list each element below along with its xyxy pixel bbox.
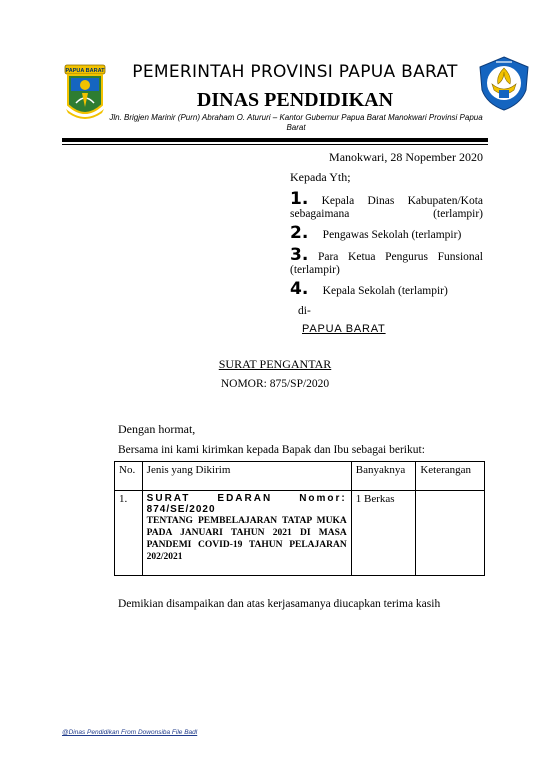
- header-banyaknya: Banyaknya: [351, 462, 416, 491]
- letter-date: Manokwari, 28 Nopember 2020: [329, 150, 483, 164]
- recipient-item: [290, 279, 483, 299]
- item-description: TENTANG PEMBELAJARAN TATAP MUKA PADA JANUARI TAHUN 2021 DI MASA PANDEMI COVID-19 TAHUN PELAJARAN 202/2021: [146, 516, 347, 562]
- recipient-text: Kepala Sekolah (terlampir): [322, 285, 448, 297]
- letterhead-address: Jln. Brigjen Marinir (Purn) Abraham O. Atururi – Kantor Gubernur Papua Barat Manokwari Provinsi Papua Barat: [109, 113, 483, 132]
- letter-title: SURAT PENGANTAR: [218, 357, 332, 371]
- at-label: di-: [298, 305, 311, 317]
- papua-barat-emblem-logo: [62, 63, 108, 125]
- table-row: [115, 491, 485, 576]
- recipient-text: Pengawas Sekolah (terlampir): [322, 229, 462, 241]
- cell-jenis: [142, 491, 351, 576]
- recipient-text: Kepala Dinas Kabupaten/Kota sebagaimana (terlampir): [290, 195, 483, 220]
- recipient-item: [290, 223, 483, 243]
- item-title-line2: 874/SE/2020: [146, 504, 216, 515]
- cell-keterangan: [416, 491, 485, 576]
- letterhead-rule-thin: [62, 144, 488, 145]
- recipient-number: 4.: [290, 279, 309, 299]
- items-table: [114, 461, 485, 576]
- recipient-number: 2.: [290, 223, 309, 243]
- recipient-item: [290, 189, 483, 221]
- letterhead-department: DINAS PENDIDIKAN: [196, 89, 394, 111]
- recipient-label: Kepada Yth;: [290, 170, 351, 184]
- recipient-item: [290, 245, 483, 277]
- letter-number: NOMOR: 875/SP/2020: [220, 378, 330, 390]
- item-title-line1: SURAT EDARAN Nomor:: [146, 493, 347, 504]
- recipient-number: 3.: [290, 245, 309, 265]
- letterhead-rule-thick: [62, 138, 488, 142]
- header-no: No.: [115, 462, 143, 491]
- table-header-row: [115, 462, 485, 491]
- header-jenis: Jenis yang Dikirim: [142, 462, 351, 491]
- greeting: Dengan hormat,: [118, 422, 196, 436]
- destination: PAPUA BARAT: [302, 323, 386, 335]
- recipient-text: Para Ketua Pengurus Funsional (terlampir): [290, 251, 483, 276]
- intro-paragraph: Bersama ini kami kirimkan kepada Bapak dan Ibu sebagai berikut:: [118, 444, 425, 456]
- svg-text:PAPUA BARAT: PAPUA BARAT: [65, 68, 105, 74]
- closing-paragraph: Demikian disampaikan dan atas kerjasamanya diucapkan terima kasih: [118, 598, 441, 610]
- cell-banyaknya: 1 Berkas: [351, 491, 416, 576]
- header-keterangan: Keterangan: [416, 462, 485, 491]
- letterhead-title: PEMERINTAH PROVINSI PAPUA BARAT: [132, 62, 458, 82]
- cell-no: 1.: [115, 491, 143, 576]
- footer-link[interactable]: @Dinas Pendidikan From Dowonsiba File Badl: [62, 729, 198, 736]
- recipient-number: 1.: [290, 189, 309, 209]
